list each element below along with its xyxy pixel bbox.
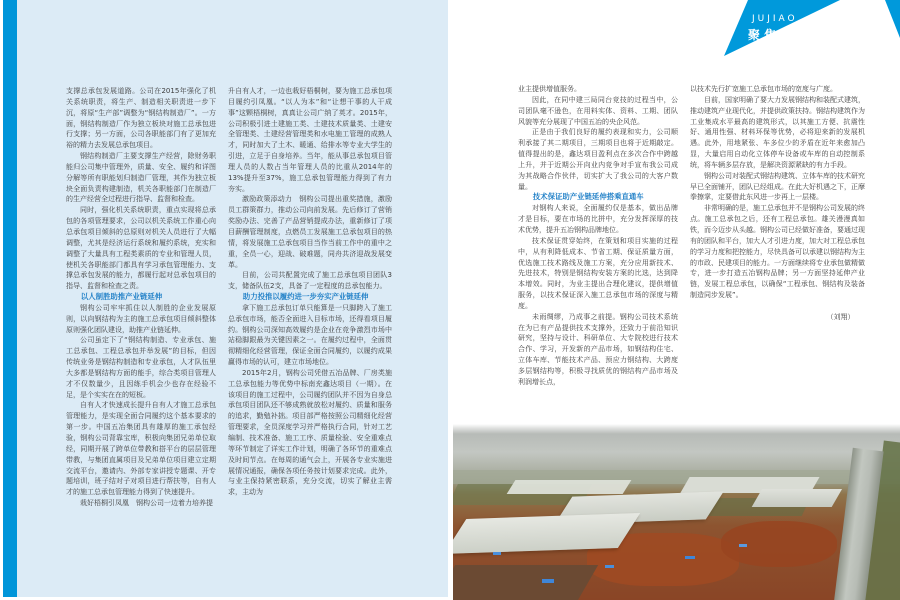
photo-structure bbox=[453, 565, 598, 600]
paragraph: 同时，强化机关系统职责，重点实现将总承包的各项管理要求，公司以机关系统工作重心向总承包项目倾斜的总原则对机关人员进行了大幅调整，尤其是经济运行系统和履约系统，充实和调整了大量具有工程类素质的专业和管理人员，使机关各职能部门都具有学习承包管理能力、支撑总承包发展的能力，都履行起对总承包项目的指导、监督和检查之责。 bbox=[66, 206, 216, 291]
paragraph: 激励政策添动力 钢构公司提出重奖措施，激励员工群策群力，推动公司向前发展。先后修订了营销奖励办法、完善了产品营销提成办法，重新修订了项目薪酬管理制度，点燃员工发展施工总承包项目的热情，将发展施工总承包项目当作当前工作中的重中之重，全员一心，迎战、破难题，同舟共济迎战发展变革。 bbox=[228, 195, 392, 269]
paragraph: 钢构公司对装配式钢结构建筑、立体车库的技术研究早已全面铺开，团队已经组成。在此大好机遇之下，正摩拳擦掌，定要借此东风进一步再上一层楼。 bbox=[690, 171, 865, 202]
corner-triangle-icon bbox=[885, 0, 900, 38]
paragraph: 以技术先行扩宽施工总承包市场的宽度与广度。 bbox=[690, 85, 837, 93]
paragraph: 钢结构制造厂主要支撑生产经营，除财务职能归公司集中管理外，质量、安全、履约和详图分解等所有职能划归制造厂管理，其作为独立板块全面负责构建制造，机关各职能部门在制造厂的生产经营全过程进行指导、监督和检查。 bbox=[66, 152, 216, 204]
photo-blue-shed bbox=[493, 552, 501, 555]
paragraph: 2015年2月，钢构公司凭借五冶品牌、厂房类施工总承包能力等优势中标南充鑫达项目（一期）。在该项目的施工过程中，公司履约团队并不因为自身总承包项目团队还不够成熟就放松对履约、质量和服务的追求，勤勉补拙。项目部严格按照公司精细化经营管理要求，全员深度学习并严格执行合同，针对工艺编制、技术准备、施工工序、质量检验、安全重难点等环节制定了详实工作计划，明确了各环节的重难点及时间节点。在每周的通气会上，开展各专业实施进展情况通报，确保各项任务按计划要求完成。此外，与业主保持紧密联系，充分交流，切实了解业主需求，主动为 bbox=[228, 368, 392, 497]
right-page-column-1 bbox=[518, 84, 678, 429]
paragraph: 升自有人才，一边也栽好梧桐树，要为施工总承包项目履约引凤凰。“以人为本”和“让想干事的人干成事”这颗梧桐树，真真让公司广纳了英才。2015年，公司积极引进土建施工类、土建技术质量类、土建安全管理类、土建经营管理类和水电施工管理的成熟人才，同时加大了土木、暖通、给排水等专业大学生的引进，立足于自身培养。当年，能从事总承包项目管理人员的人数占当年管理人员的比重从2014年的13%提升至37%，施工总承包管理能力得到了有力夯实。 bbox=[228, 87, 392, 193]
photo-factory-roof bbox=[507, 480, 632, 494]
paragraph: 正是由于我们良好的履约表现和实力，公司顺利承接了其二期项目，三期项目也将于近期敲定。值得提出的是，鑫达项目盈利点在多次合作中跨越上升，并于近期公开向业内竞争对手宣布我公司成为其战略合作伙伴，切实扩大了我公司的大客户数量。 bbox=[518, 128, 678, 191]
photo-blue-shed bbox=[739, 544, 747, 547]
paragraph: 目前，国家明确了要大力发展钢结构和装配式建筑，推动建筑产业现代化，并提供政策扶持。钢结构建筑作为工业集成水平最高的建筑形式，以其施工方便、抗震性好、通用性强、材料环保等优势，必将迎来新的发展机遇。此外，用地紧张、车多位少的矛盾在近年来愈加凸显，大量启用自动化立体停车设备或车库的自动控制系统，将车辆多层存放，是解决资源紧缺的有力手段。 bbox=[690, 95, 865, 169]
paragraph: 对钢构人来说，全面履约仅是基本，做出品牌才是目标，要在市场的比拼中，充分发挥深厚的技术优势，提升五冶钢构品牌地位。 bbox=[518, 204, 678, 234]
left-page-column-2 bbox=[228, 86, 392, 551]
paragraph: 目前，公司共配置完成了施工总承包项目团队3支，储备队伍2支，具备了一定程度的总承包能力。 bbox=[228, 271, 392, 291]
photo-blue-shed bbox=[542, 579, 554, 583]
section-label-zh: 聚焦 bbox=[748, 28, 781, 42]
logo-triangle-icon bbox=[724, 0, 840, 56]
section-label-en: JUJIAO bbox=[752, 14, 798, 24]
right-page-column-2 bbox=[690, 84, 865, 404]
left-accent-bar bbox=[3, 0, 17, 597]
section-heading: 以人制胜助推产业链延伸 bbox=[80, 292, 163, 302]
paragraph: 因此，在同中建三局同台竞技的过程当中，公司团队毫不逊色，在用料实体、资料、工期、团队风貌等充分展现了中国五冶的央企风范。 bbox=[518, 95, 678, 126]
paragraph: 未雨绸缪，乃成事之前提。钢构公司技术系统在为已有产品提供技术支撑外，还致力于前沿知识研究，坚持与设计、科研单位、大专院校进行技术合作、学习，开发新的产品市场，如钢结构住宅、立体车库、节能技术产品、预应力钢结构、大跨度多层钢结构等，积极寻找质优的钢结构产品市场及利润增长点， bbox=[518, 312, 678, 386]
section-heading: 助力投推以履约进一步夯实产业链延伸 bbox=[242, 292, 369, 302]
paragraph: 业主提供增值服务。 bbox=[518, 85, 581, 93]
paragraph: 技术保证贯穿始终，在策划和项目实施的过程中，从有利降低成本、节省工期、保证质量方面，优选施工技术路线及施工方案，充分应用新技术、先进技术，特别是钢结构安装方案的比选，达到降本增效。同时，为业主提出合理化建议，提供增值服务，以技术保证深入施工总承包市场的深度与精度。 bbox=[518, 236, 678, 310]
photo-factory-roof bbox=[453, 513, 641, 554]
left-page-column-1 bbox=[66, 86, 216, 551]
paragraph: 栽好梧桐引凤凰 钢构公司一边着力培养提 bbox=[80, 499, 213, 508]
photo-top-fade bbox=[453, 424, 900, 434]
photo-blue-shed bbox=[685, 556, 695, 559]
paragraph: 公司虽定下了“钢结构制造、专业承包、施工总承包、工程总承包并举发展”的目标，但因传统业务是钢结构制造和专业承包，人才队伍里大多都是钢结构方面的能手，综合类项目管理人才不仅数量少，且因练手机会少也存在经验不足，是个实实在在的短板。 bbox=[66, 336, 216, 399]
section-heading: 技术保证助产业链延伸搭乘直通车 bbox=[532, 192, 644, 202]
paragraph: 自有人才快速成长提升自有人才施工总承包管理能力，是实现全面合同履约这个基本要求的第一步。中国五冶集团具有雄厚的施工承包经验，钢构公司背靠宝库，积极向集团兄弟单位取经，同期开展了跨单位带教和搭平台的层层管理带教，与集团直属项目及兄弟单位项目建立定期交流平台，邀请内、外部专家讲授专题课、开专题培训，班子结对子对项目进行帮扶等，自有人才的施工总承包管理能力得到了快速提升。 bbox=[66, 401, 216, 497]
byline: （刘翔） bbox=[826, 312, 855, 321]
paragraph: 支撑总承包发展道路。公司在2015年强化了机关系统职责，将生产、制造相关职责进一步下沉，将原“生产部”调整为“钢结构制造厂”。一方面，钢结构制造厂作为独立板块对施工总承包进行支撑；另一方面，公司各职能部门有了更加充裕的精力去发展总承包项目。 bbox=[66, 87, 216, 150]
paragraph: 拿下施工总承包订单只能算是一只脚跨入了施工总承包市场，能否全面进入目标市场，还得看项目履约。钢构公司深知高效履约是企业在竞争激烈市场中站稳脚跟最为关键因素之一。在履约过程中，全面贯彻精细化经营管理，保证全面合同履约，以履约成果赢得市场的认可，建立市场地位。 bbox=[228, 303, 392, 367]
photo-factory-roof bbox=[752, 489, 843, 507]
aerial-site-photo bbox=[453, 424, 900, 600]
paragraph: 非常明确的是，施工总承包并不是钢构公司发展的终点。施工总承包之后，还有工程总承包。雄关漫漫真如铁，而今迈步从头越。钢构公司已经做好准备，要通过现有的团队和平台，加大人才引进力度，加大对工程总承包的学习力度和把控能力，尽快具备可以承建以钢结构为主的市政、民建项目的能力。一方面继续将专业承包做精做专，进一步打造五冶钢构品牌；另一方面坚持延伸产业链，发展工程总承包，以确保“工程承包、钢结构及装备制造同步发展”。 bbox=[690, 204, 865, 300]
photo-blue-shed bbox=[605, 565, 614, 568]
section-logo bbox=[722, 0, 842, 60]
paragraph: 钢构公司牢牢抓住以人制胜的企业发展原则，以向钢结构为主的施工总承包项目倾斜整体原则强化团队建设，助推产业链延伸。 bbox=[66, 303, 216, 334]
